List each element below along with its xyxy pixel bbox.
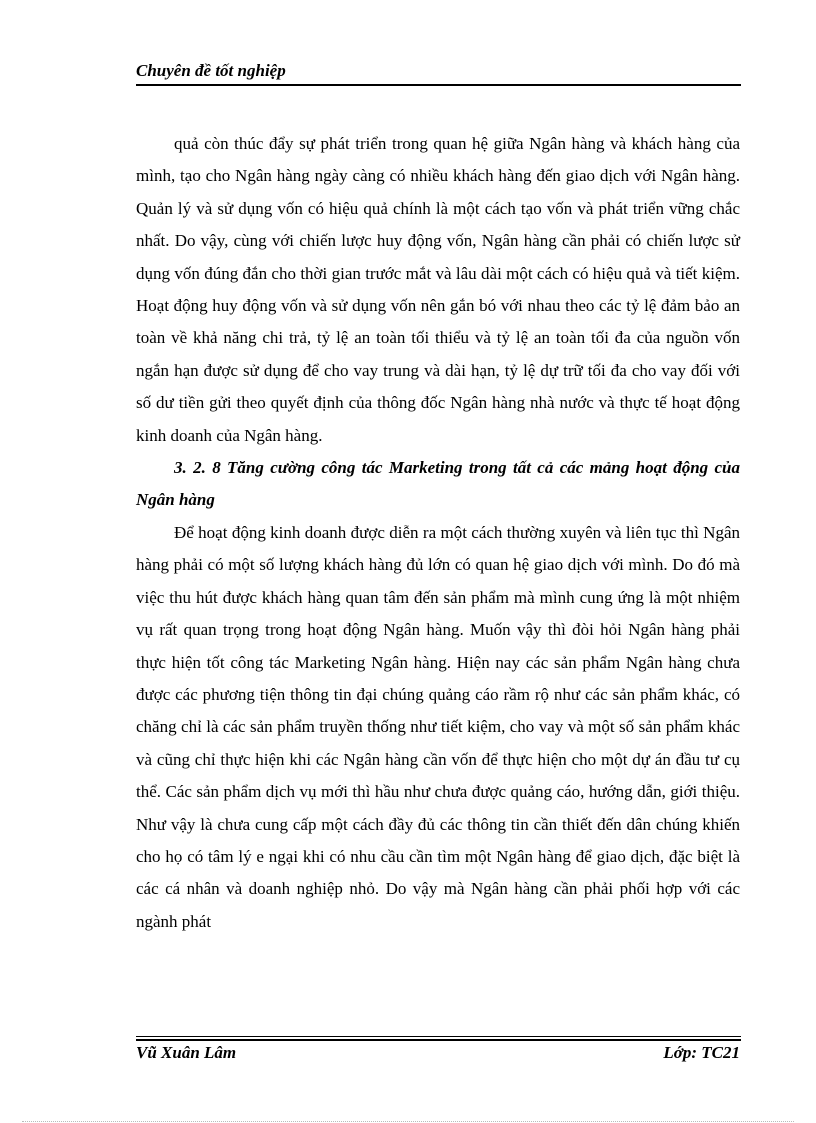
- page-boundary: [22, 1121, 794, 1122]
- footer-rule-thick: [136, 1039, 741, 1041]
- body-paragraph-2: Để hoạt động kinh doanh được diễn ra một cách thường xuyên và liên tục thì Ngân hàng phải có một số lượng khách hàng đủ lớn có quan hệ giao dịch với mình. Do đó mà việc thu hút được khách hàng quan tâm đến sản phẩm mà mình cung ứng là một nhiệm vụ rất quan trọng trong hoạt động Ngân hàng. Muốn vậy thì đòi hỏi Ngân hàng phải thực hiện tốt công tác Marketing Ngân hàng. Hiện nay các sản phẩm Ngân hàng chưa được các phương tiện thông tin đại chúng quảng cáo rầm rộ như các sản phẩm khác, có chăng chỉ là các sản phẩm truyền thống như tiết kiệm, cho vay và một số sản phẩm khác và cũng chỉ thực hiện khi các Ngân hàng cần vốn để thực hiện cho một dự án đầu tư cụ thể. Các sản phẩm dịch vụ mới thì hầu như chưa được quảng cáo, hướng dẫn, giới thiệu. Như vậy là chưa cung cấp một cách đầy đủ các thông tin cần thiết đến dân chúng khiến cho họ có tâm lý e ngại khi có nhu cầu cần tìm một Ngân hàng để giao dịch, đặc biệt là các cá nhân và doanh nghiệp nhỏ. Do vậy mà Ngân hàng cần phải phối hợp với các ngành phát: [136, 522, 740, 931]
- footer-class-label: Lớp: TC21: [663, 1043, 740, 1062]
- footer-rule: [136, 1036, 741, 1037]
- document-body: [136, 128, 740, 938]
- document-header-title: Chuyên đề tốt nghiệp: [136, 61, 286, 80]
- footer-author: Vũ Xuân Lâm: [136, 1043, 237, 1062]
- header-rule: [136, 84, 741, 86]
- section-heading: 3. 2. 8 Tăng cường công tác Marketing trong tất cả các mảng hoạt động của Ngân hàng: [136, 458, 740, 510]
- body-paragraph-1: quả còn thúc đẩy sự phát triển trong quan hệ giữa Ngân hàng và khách hàng của mình, tạo cho Ngân hàng ngày càng có nhiều khách hàng đến giao dịch với Ngân hàng. Quản lý và sử dụng vốn có hiệu quả chính là một cách tạo vốn và phát triển vững chắc nhất. Do vậy, cùng với chiến lược huy động vốn, Ngân hàng cần phải có chiến lược sử dụng vốn đúng đắn cho thời gian trước mắt và lâu dài một cách có hiệu quả và tiết kiệm. Hoạt động huy động vốn và sử dụng vốn nên gắn bó với nhau theo các tỷ lệ đảm bảo an toàn về khả năng chi trả, tỷ lệ an toàn tối thiểu và tỷ lệ an toàn tối đa của nguồn vốn ngắn hạn được sử dụng để cho vay trung và dài hạn, tỷ lệ dự trữ tối đa cho vay đối với số dư tiền gửi theo quyết định của thông đốc Ngân hàng nhà nước và thực tế hoạt động kinh doanh của Ngân hàng.: [136, 134, 740, 445]
